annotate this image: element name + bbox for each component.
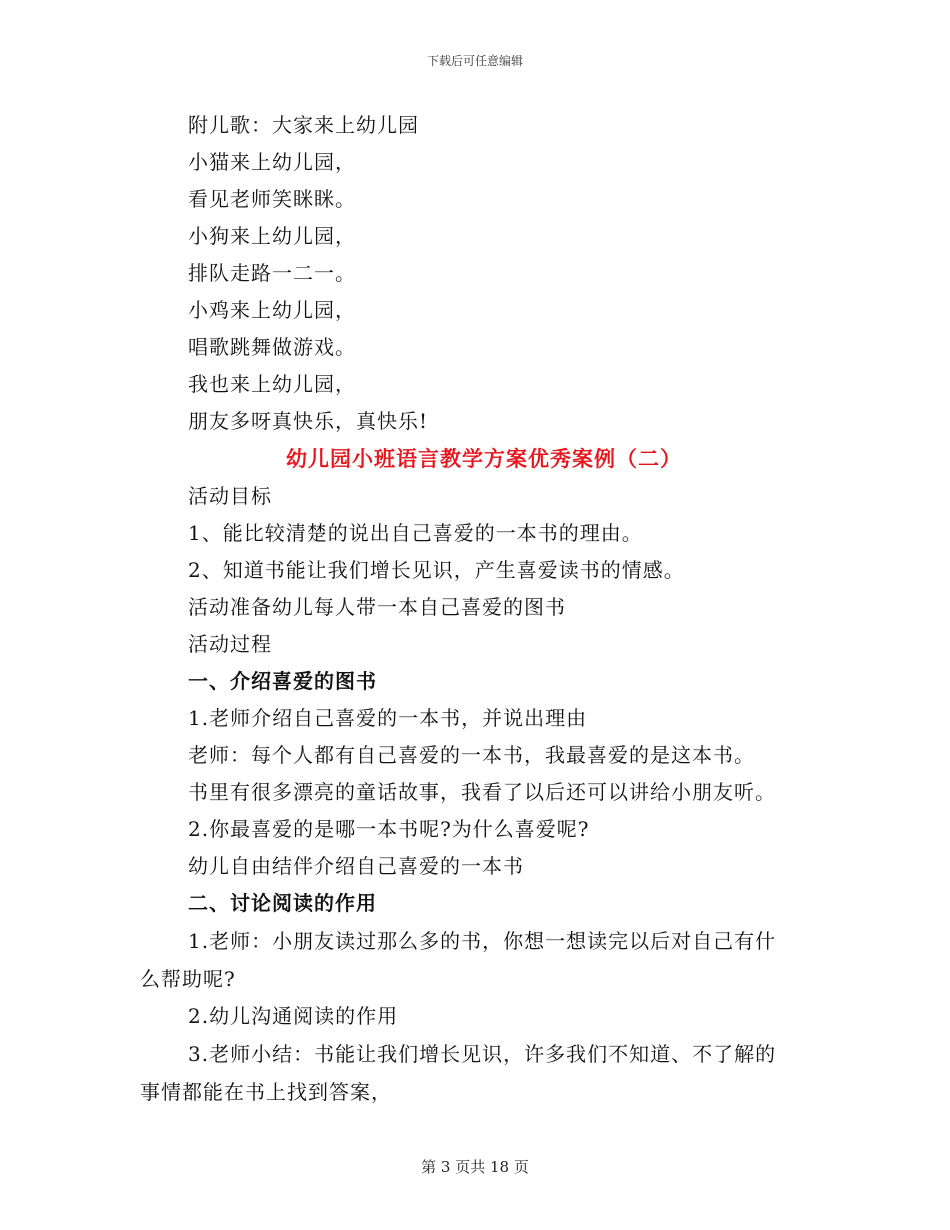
part1-line: 2.你最喜爱的是哪一本书呢?为什么喜爱呢? <box>188 817 590 841</box>
part1-line: 1.老师介绍自己喜爱的一本书，并说出理由 <box>188 706 588 730</box>
song-line: 看见老师笑眯眯。 <box>188 187 356 211</box>
section-title: 幼儿园小班语言教学方案优秀案例（二） <box>286 446 682 471</box>
preparation-text: 活动准备幼儿每人带一本自己喜爱的图书 <box>188 595 566 619</box>
part2-heading: 二、讨论阅读的作用 <box>188 891 377 915</box>
song-line: 朋友多呀真快乐，真快乐! <box>188 409 429 433</box>
part1-line: 书里有很多漂亮的童话故事，我看了以后还可以讲给小朋友听。 <box>188 780 776 804</box>
part2-item-3 <box>140 1035 820 1111</box>
song-line: 我也来上幼儿园， <box>188 372 356 396</box>
goals-heading: 活动目标 <box>188 484 272 508</box>
part2-item-1 <box>140 922 820 998</box>
part2-item-3-line-a: 3.老师小结：书能让我们增长见识，许多我们不知道、不了解的 <box>188 1042 777 1066</box>
song-line: 唱歌跳舞做游戏。 <box>188 335 356 359</box>
goal-item: 2、知道书能让我们增长见识，产生喜爱读书的情感。 <box>188 558 685 582</box>
song-line: 排队走路一二一。 <box>188 261 356 285</box>
page-footer-number: 第 3 页共 18 页 <box>421 1158 529 1176</box>
song-line: 小狗来上幼儿园， <box>188 224 356 248</box>
part2-item-3-line-b: 事情都能在书上找到答案， <box>140 1080 392 1104</box>
part1-line: 老师：每个人都有自己喜爱的一本书，我最喜爱的是这本书。 <box>188 743 755 767</box>
song-title: 附儿歌：大家来上幼儿园 <box>188 113 419 137</box>
goal-item: 1、能比较清楚的说出自己喜爱的一本书的理由。 <box>188 521 643 545</box>
process-heading: 活动过程 <box>188 632 272 656</box>
part1-line: 幼儿自由结伴介绍自己喜爱的一本书 <box>188 854 524 878</box>
song-line: 小猫来上幼儿园， <box>188 150 356 174</box>
part2-item-1-line-a: 1.老师：小朋友读过那么多的书，你想一想读完以后对自己有什 <box>188 929 777 953</box>
page-header-note: 下载后可任意编辑 <box>426 54 523 68</box>
part2-item-2: 2.幼儿沟通阅读的作用 <box>188 1004 399 1028</box>
song-line: 小鸡来上幼儿园， <box>188 298 356 322</box>
document-body <box>140 107 820 1111</box>
part2-item-1-line-b: 么帮助呢? <box>140 967 236 991</box>
part1-heading: 一、介绍喜爱的图书 <box>188 669 377 693</box>
